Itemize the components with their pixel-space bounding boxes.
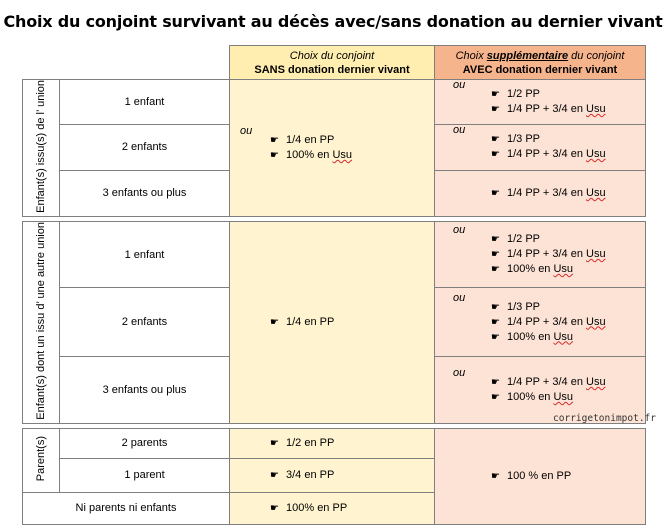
option-text: 100% en Usu [507, 330, 574, 343]
header-avec-donation [435, 46, 646, 80]
option-item [491, 375, 645, 390]
avec-cell [435, 170, 646, 216]
ou-label: ou [240, 124, 253, 137]
option-list [491, 375, 645, 405]
avec-cell [435, 428, 646, 524]
ou-label: ou [453, 224, 466, 237]
row-label: 2 enfants [60, 124, 230, 170]
header-avec-underlined: supplémentaire [486, 49, 569, 62]
option-item [491, 186, 645, 201]
sans-cell [230, 492, 435, 524]
option-item [491, 300, 645, 315]
row-label: 2 parents [60, 428, 230, 458]
table-row [23, 80, 646, 125]
source-watermark: corrigetonimpot.fr [553, 413, 656, 424]
option-list [491, 186, 645, 201]
avec-cell [435, 221, 646, 287]
pointing-hand-icon: ☛ [270, 134, 279, 146]
header-avec-post: du conjoint [571, 49, 625, 62]
option-text: 1/3 PP [507, 300, 541, 313]
option-text: 3/4 en PP [286, 468, 335, 481]
option-item [491, 330, 645, 345]
header-avec-line2: AVEC donation dernier vivant [462, 63, 618, 76]
usu-text: Usu [586, 248, 606, 261]
pointing-hand-icon: ☛ [270, 437, 279, 449]
option-text: 1/4 PP + 3/4 en Usu [507, 375, 606, 388]
option-item [491, 87, 645, 102]
option-text: 100% en Usu [507, 263, 574, 276]
usu-text: Usu [586, 315, 606, 328]
option-item [491, 132, 645, 147]
option-item [491, 102, 645, 117]
option-item [491, 232, 645, 247]
row-label: 1 enfant [60, 80, 230, 125]
usu-text: Usu [553, 263, 574, 276]
option-item [270, 133, 434, 148]
pointing-hand-icon: ☛ [270, 469, 279, 481]
row-label: Ni parents ni enfants [23, 492, 230, 524]
option-text: 1/2 PP [507, 87, 541, 100]
option-item [491, 147, 645, 162]
option-item [491, 262, 645, 277]
pointing-hand-icon: ☛ [491, 264, 500, 276]
avec-cell [435, 124, 646, 170]
group-label: Parent(s) [34, 435, 47, 482]
pointing-hand-icon: ☛ [491, 88, 500, 100]
option-list [491, 232, 645, 277]
header-sans-line1: Choix du conjoint [289, 49, 375, 62]
option-text: 1/4 PP + 3/4 en Usu [507, 248, 606, 261]
pointing-hand-icon: ☛ [491, 391, 500, 403]
option-item [270, 148, 434, 163]
usu-text: Usu [586, 375, 606, 388]
option-item [491, 315, 645, 330]
option-list [491, 300, 645, 345]
pointing-hand-icon: ☛ [491, 134, 500, 146]
option-item [270, 436, 434, 451]
header-sans-line2: SANS donation dernier vivant [254, 63, 410, 76]
usu-text: Usu [586, 102, 606, 115]
ou-label: ou [453, 366, 466, 379]
option-text: 1/4 PP + 3/4 en Usu [507, 148, 606, 161]
group-label-cell [23, 428, 60, 492]
usu-text: Usu [553, 330, 574, 343]
pointing-hand-icon: ☛ [491, 249, 500, 261]
option-list [270, 501, 434, 516]
group-label-cell [23, 80, 60, 217]
option-item [491, 469, 645, 484]
option-list [270, 436, 434, 451]
pointing-hand-icon: ☛ [491, 149, 500, 161]
option-text: 1/4 en PP [286, 133, 335, 146]
usu-text: Usu [586, 186, 606, 199]
option-text: 100% en Usu [286, 148, 353, 161]
option-item [491, 390, 645, 405]
option-text: 1/2 PP [507, 233, 541, 246]
header-row [23, 46, 646, 80]
header-blank [23, 46, 230, 80]
ou-label: ou [453, 291, 466, 304]
succession-table [22, 45, 646, 525]
ou-label: ou [453, 78, 466, 91]
pointing-hand-icon: ☛ [270, 502, 279, 514]
row-label: 3 enfants ou plus [60, 357, 230, 423]
table-row [23, 221, 646, 287]
option-text: 100 % en PP [507, 469, 572, 482]
option-text: 1/4 en PP [286, 315, 335, 328]
table-row [23, 428, 646, 458]
pointing-hand-icon: ☛ [270, 316, 279, 328]
header-avec-pre: Choix [455, 49, 484, 62]
usu-text: Usu [332, 148, 353, 161]
ou-label: ou [453, 124, 466, 137]
pointing-hand-icon: ☛ [491, 301, 500, 313]
pointing-hand-icon: ☛ [491, 376, 500, 388]
option-text: 1/4 PP + 3/4 en Usu [507, 186, 606, 199]
option-item [270, 468, 434, 483]
option-text: 1/4 PP + 3/4 en Usu [507, 102, 606, 115]
header-avec-line1 [435, 49, 645, 63]
option-item [270, 501, 434, 516]
option-text: 1/2 en PP [286, 436, 335, 449]
option-text: 100% en Usu [507, 390, 574, 403]
pointing-hand-icon: ☛ [491, 187, 500, 199]
pointing-hand-icon: ☛ [491, 470, 500, 482]
option-list [491, 87, 645, 117]
row-label: 1 parent [60, 458, 230, 492]
avec-cell [435, 80, 646, 125]
usu-text: Usu [586, 148, 606, 161]
row-label: 3 enfants ou plus [60, 170, 230, 216]
pointing-hand-icon: ☛ [491, 316, 500, 328]
pointing-hand-icon: ☛ [491, 234, 500, 246]
option-list [270, 133, 434, 163]
option-list [491, 469, 645, 484]
avec-cell [435, 288, 646, 357]
option-list [491, 132, 645, 162]
group-label-cell [23, 221, 60, 423]
usu-text: Usu [553, 390, 574, 403]
option-text: 1/4 PP + 3/4 en Usu [507, 315, 606, 328]
option-text: 1/3 PP [507, 133, 541, 146]
option-item [491, 247, 645, 262]
sans-cell [230, 221, 435, 423]
option-text: 100% en PP [286, 501, 348, 514]
page-title: Choix du conjoint survivant au décès avec/sans donation au dernier vivant [3, 12, 663, 31]
sans-cell [230, 80, 435, 217]
sans-cell [230, 458, 435, 492]
pointing-hand-icon: ☛ [491, 331, 500, 343]
option-list [270, 315, 434, 330]
sans-cell [230, 428, 435, 458]
option-list [270, 468, 434, 483]
group-label: Enfant(s) issu(s) de l’ union [34, 80, 47, 213]
header-sans-donation [230, 46, 435, 80]
row-label: 2 enfants [60, 288, 230, 357]
pointing-hand-icon: ☛ [491, 103, 500, 115]
row-label: 1 enfant [60, 221, 230, 287]
option-item [270, 315, 434, 330]
pointing-hand-icon: ☛ [270, 149, 279, 161]
group-label: Enfant(s) dont un issu d’ une autre union [34, 221, 47, 420]
